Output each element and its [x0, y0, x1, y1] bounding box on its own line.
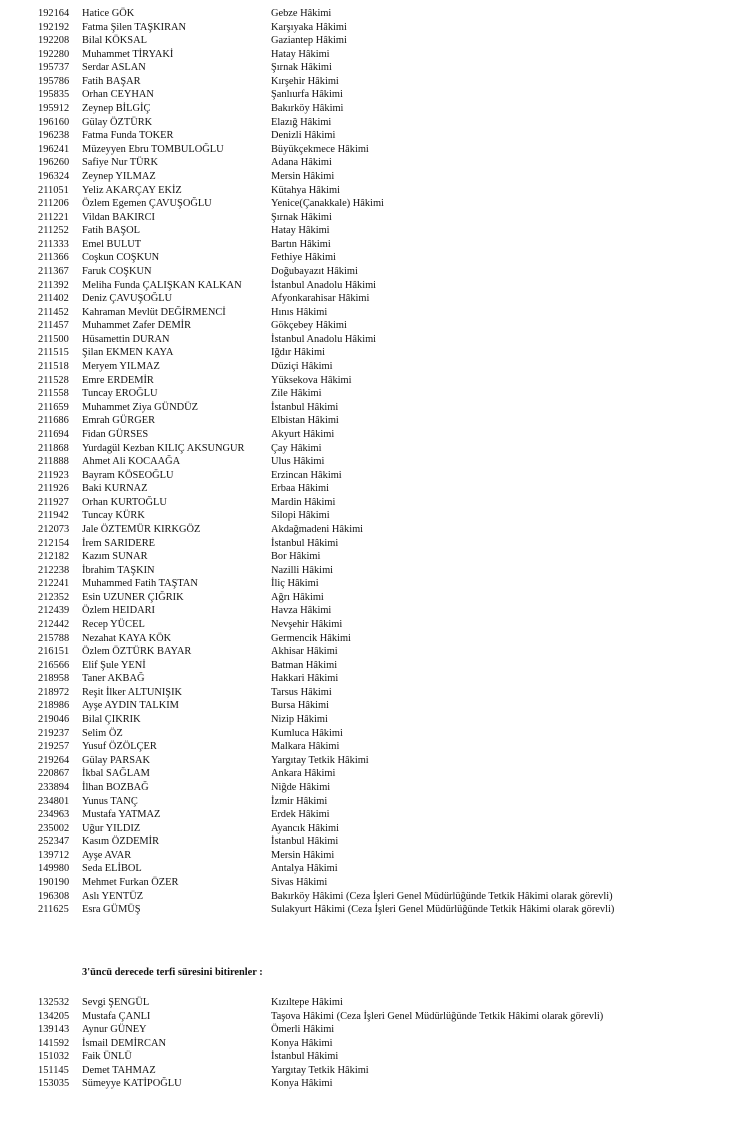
registry-number: 196241 [38, 143, 70, 155]
registry-number: 211927 [38, 496, 69, 508]
list-row [0, 550, 730, 564]
registry-number: 211392 [38, 279, 69, 291]
court-assignment: Büyükçekmece Hâkimi [271, 143, 369, 155]
judge-name: Reşit İlker ALTUNIŞIK [82, 686, 183, 698]
judge-name: Mehmet Furkan ÖZER [82, 877, 179, 888]
judge-name: Özlem ÖZTÜRK BAYAR [82, 646, 192, 658]
judge-name: Muhammet Ziya GÜNDÜZ [82, 401, 199, 413]
registry-number: 212238 [38, 564, 70, 576]
list-row [0, 88, 730, 102]
court-assignment: Fethiye Hâkimi [271, 252, 336, 264]
court-assignment: Yüksekova Hâkimi [271, 374, 352, 386]
registry-number: 218958 [38, 673, 70, 685]
registry-number: 195737 [38, 62, 70, 74]
judge-name: Hatice GÖK [82, 8, 135, 19]
list-row [0, 197, 730, 211]
judge-name: Yusuf ÖZÖLÇER [82, 741, 157, 753]
list-row [0, 34, 730, 48]
judge-name: Şilan EKMEN KAYA [82, 347, 174, 359]
registry-number: 215788 [38, 632, 70, 644]
judge-name: Fatma Şilen TAŞKIRAN [82, 21, 187, 33]
court-assignment: Doğubayazıt Hâkimi [271, 265, 358, 277]
list-row [0, 7, 730, 21]
court-assignment: Kırşehir Hâkimi [271, 75, 339, 87]
judge-name: Fidan GÜRSES [82, 428, 149, 440]
court-assignment: Kütahya Hâkimi [271, 184, 340, 196]
registry-number: 219237 [38, 727, 70, 739]
list-row [0, 672, 730, 686]
list-row [0, 455, 730, 469]
list-row [0, 360, 730, 374]
court-assignment: Afyonkarahisar Hâkimi [271, 293, 370, 305]
court-assignment: Akhisar Hâkimi [271, 646, 338, 658]
court-assignment: Antalya Hâkimi [271, 863, 338, 875]
list-row [0, 469, 730, 483]
judge-name: Kahraman Mevlüt DEĞİRMENCİ [82, 306, 226, 318]
court-assignment: Hatay Hâkimi [271, 48, 330, 60]
court-assignment: Bakırköy Hâkimi (Ceza İşleri Genel Müdürlüğünde Tetkik Hâkimi olarak görevli) [271, 890, 613, 902]
list-row [0, 374, 730, 388]
judge-name: Fatih BAŞAR [82, 75, 141, 87]
registry-number: 211518 [38, 361, 69, 373]
list-row [0, 401, 730, 415]
judge-name: İkbal SAĞLAM [82, 768, 150, 780]
registry-number: 211221 [38, 211, 69, 223]
list-row [0, 822, 730, 836]
list-row [0, 265, 730, 279]
court-assignment: Elbistan Hâkimi [271, 415, 339, 427]
registry-number: 153035 [38, 1078, 70, 1090]
court-assignment: Adana Hâkimi [271, 157, 332, 169]
registry-number: 192192 [38, 21, 70, 33]
court-assignment: Kumluca Hâkimi [271, 727, 343, 739]
list-row [0, 604, 730, 618]
court-assignment: Akyurt Hâkimi [271, 428, 335, 440]
registry-number: 151032 [38, 1051, 70, 1063]
list-row [0, 346, 730, 360]
court-assignment: Hatay Hâkimi [271, 225, 330, 237]
judge-name: Seda ELİBOL [82, 863, 142, 875]
registry-number: 195912 [38, 103, 70, 115]
court-assignment: Kızıltepe Hâkimi [271, 997, 343, 1008]
court-assignment: Sivas Hâkimi [271, 877, 328, 888]
court-assignment: Ağrı Hâkimi [271, 591, 324, 603]
judge-name: Faik ÜNLÜ [82, 1051, 132, 1063]
court-assignment: Elazığ Hâkimi [271, 116, 332, 128]
judge-name: Mustafa ÇANLI [82, 1010, 151, 1022]
judge-name: Uğur YILDIZ [82, 822, 141, 834]
judge-name: Muhammet Zafer DEMİR [82, 320, 192, 332]
judge-name: Demet TAHMAZ [82, 1064, 156, 1076]
court-assignment: Hınıs Hâkimi [271, 306, 328, 318]
court-assignment: Gebze Hâkimi [271, 8, 332, 19]
registry-number: 196160 [38, 116, 70, 128]
list-row [0, 224, 730, 238]
list-row [0, 618, 730, 632]
registry-number: 211923 [38, 469, 69, 481]
registry-number: 211515 [38, 347, 69, 359]
registry-number: 211333 [38, 238, 69, 250]
list-row [0, 238, 730, 252]
registry-number: 211367 [38, 265, 69, 277]
registry-number: 211206 [38, 198, 69, 210]
list-row [0, 61, 730, 75]
list-row [0, 876, 730, 890]
judge-name: Muhammed Fatih TAŞTAN [82, 578, 198, 590]
court-assignment: Yargıtay Tetkik Hâkimi [271, 1064, 369, 1076]
court-assignment: Erbaa Hâkimi [271, 483, 329, 495]
list-row [0, 319, 730, 333]
registry-number: 212182 [38, 551, 70, 563]
judge-name: Yunus TANÇ [82, 795, 138, 807]
court-assignment: Tarsus Hâkimi [271, 686, 332, 698]
list-row [0, 1077, 730, 1091]
court-assignment: Nizip Hâkimi [271, 714, 328, 726]
judge-name: Gülay ÖZTÜRK [82, 116, 153, 128]
court-assignment: Yenice(Çanakkale) Hâkimi [271, 198, 384, 210]
list-row [0, 781, 730, 795]
judge-name: Tuncay EROĞLU [82, 388, 158, 400]
judge-name: Kazım SUNAR [82, 551, 148, 563]
registry-number: 211366 [38, 252, 69, 264]
judge-list-third-degree [0, 996, 730, 1091]
list-row [0, 482, 730, 496]
list-row [0, 713, 730, 727]
list-row [0, 699, 730, 713]
registry-number: 211457 [38, 320, 69, 332]
judge-name: Aslı YENTÜZ [82, 890, 144, 902]
registry-number: 216151 [38, 646, 70, 658]
list-row [0, 184, 730, 198]
judge-name: Serdar ASLAN [82, 62, 146, 74]
list-row [0, 387, 730, 401]
judge-name: Gülay PARSAK [82, 754, 151, 766]
list-row [0, 156, 730, 170]
registry-number: 233894 [38, 781, 70, 793]
judge-name: Esin UZUNER ÇIĞRIK [82, 591, 184, 603]
list-row [0, 102, 730, 116]
court-assignment: Gökçebey Hâkimi [271, 320, 347, 332]
court-assignment: Nevşehir Hâkimi [271, 619, 343, 631]
list-row [0, 537, 730, 551]
registry-number: 141592 [38, 1037, 70, 1049]
list-row [0, 754, 730, 768]
judge-name: Mustafa YATMAZ [82, 809, 161, 821]
court-assignment: Mersin Hâkimi [271, 849, 335, 861]
court-assignment: Konya Hâkimi [271, 1037, 333, 1049]
registry-number: 211625 [38, 904, 69, 916]
list-row [0, 740, 730, 754]
court-assignment: İstanbul Anadolu Hâkimi [271, 333, 377, 345]
registry-number: 211452 [38, 306, 69, 318]
judge-name: Hüsamettin DURAN [82, 333, 170, 345]
registry-number: 212073 [38, 523, 70, 535]
court-assignment: Havza Hâkimi [271, 605, 332, 617]
court-assignment: Ayancık Hâkimi [271, 822, 340, 834]
list-row [0, 564, 730, 578]
list-row [0, 1050, 730, 1064]
list-row [0, 414, 730, 428]
list-row [0, 292, 730, 306]
judge-name: Coşkun COŞKUN [82, 252, 160, 264]
list-row [0, 835, 730, 849]
list-row [0, 591, 730, 605]
registry-number: 252347 [38, 836, 70, 848]
list-row [0, 808, 730, 822]
registry-number: 219257 [38, 741, 70, 753]
judge-name: Özlem Egemen ÇAVUŞOĞLU [82, 198, 212, 210]
court-assignment: Ömerli Hâkimi [271, 1024, 335, 1036]
judge-name: Zeynep YILMAZ [82, 170, 156, 182]
court-assignment: Bursa Hâkimi [271, 700, 330, 712]
registry-number: 211926 [38, 483, 69, 495]
court-assignment: Mersin Hâkimi [271, 170, 335, 182]
registry-number: 211252 [38, 225, 69, 237]
court-assignment: Nazilli Hâkimi [271, 564, 334, 576]
court-assignment: Erzincan Hâkimi [271, 469, 342, 481]
judge-name: Tuncay KÜRK [82, 510, 145, 522]
list-row [0, 428, 730, 442]
list-row [0, 509, 730, 523]
section-heading: 3'üncü derecede terfi süresini bitirenler : [82, 967, 263, 978]
list-row [0, 442, 730, 456]
judge-name: Emre ERDEMİR [82, 374, 154, 386]
judge-name: Meryem YILMAZ [82, 361, 160, 373]
judge-name: Fatma Funda TOKER [82, 130, 174, 142]
list-row [0, 1010, 730, 1024]
judge-name: Selim ÖZ [82, 727, 123, 739]
list-row [0, 1064, 730, 1078]
judge-name: Bayram KÖSEOĞLU [82, 469, 174, 481]
judge-name: Deniz ÇAVUŞOĞLU [82, 293, 173, 305]
registry-number: 235002 [38, 822, 70, 834]
registry-number: 211659 [38, 401, 69, 413]
registry-number: 139712 [38, 849, 70, 861]
court-assignment: İstanbul Hâkimi [271, 836, 339, 848]
registry-number: 211868 [38, 442, 69, 454]
list-row [0, 48, 730, 62]
registry-number: 219264 [38, 754, 70, 766]
list-row [0, 211, 730, 225]
list-row [0, 890, 730, 904]
registry-number: 218986 [38, 700, 70, 712]
registry-number: 149980 [38, 863, 70, 875]
registry-number: 195835 [38, 89, 70, 101]
list-row [0, 170, 730, 184]
list-row [0, 496, 730, 510]
registry-number: 220867 [38, 768, 70, 780]
court-assignment: Hakkari Hâkimi [271, 673, 339, 685]
list-row [0, 903, 730, 917]
judge-list-main [0, 7, 730, 917]
court-assignment: Gaziantep Hâkimi [271, 35, 347, 47]
registry-number: 134205 [38, 1010, 70, 1022]
registry-number: 196308 [38, 890, 70, 902]
judge-name: Ayşe AYDIN TALKIM [82, 700, 179, 712]
court-assignment: Silopi Hâkimi [271, 510, 330, 522]
registry-number: 196238 [38, 130, 70, 142]
court-assignment: Çay Hâkimi [271, 442, 322, 454]
registry-number: 219046 [38, 714, 70, 726]
judge-name: Zeynep BİLGİÇ [82, 103, 151, 115]
judge-name: Müzeyyen Ebru TOMBULOĞLU [82, 143, 224, 155]
judge-name: Faruk COŞKUN [82, 265, 152, 277]
registry-number: 211051 [38, 184, 69, 196]
registry-number: 234801 [38, 795, 70, 807]
judge-name: Kasım ÖZDEMİR [82, 836, 160, 848]
list-row [0, 129, 730, 143]
list-row [0, 21, 730, 35]
court-assignment: Iğdır Hâkimi [271, 347, 325, 359]
registry-number: 196260 [38, 157, 70, 169]
court-assignment: İstanbul Hâkimi [271, 401, 339, 413]
list-row [0, 279, 730, 293]
judge-name: Safiye Nur TÜRK [82, 157, 158, 169]
judge-name: Esra GÜMÜŞ [82, 904, 141, 916]
judge-name: Özlem HEIDARI [82, 605, 156, 617]
registry-number: 211888 [38, 456, 69, 468]
court-assignment: Sulakyurt Hâkimi (Ceza İşleri Genel Müdürlüğünde Tetkik Hâkimi olarak görevli) [271, 904, 615, 916]
judge-name: Nezahat KAYA KÖK [82, 632, 172, 644]
list-row [0, 1023, 730, 1037]
list-row [0, 251, 730, 265]
judge-name: Orhan KURTOĞLU [82, 496, 167, 508]
court-assignment: Düziçi Hâkimi [271, 361, 333, 373]
registry-number: 192280 [38, 48, 70, 60]
judge-name: Jale ÖZTEMÜR KIRKGÖZ [82, 523, 201, 535]
list-row [0, 659, 730, 673]
registry-number: 192164 [38, 8, 70, 19]
court-assignment: Taşova Hâkimi (Ceza İşleri Genel Müdürlüğünde Tetkik Hâkimi olarak görevli) [271, 1010, 604, 1022]
registry-number: 190190 [38, 877, 70, 888]
registry-number: 211694 [38, 428, 69, 440]
court-assignment: Malkara Hâkimi [271, 741, 340, 753]
judge-name: İbrahim TAŞKIN [82, 564, 155, 576]
list-row [0, 306, 730, 320]
registry-number: 212241 [38, 578, 70, 590]
registry-number: 234963 [38, 809, 70, 821]
judge-name: Ayşe AVAR [82, 849, 132, 861]
court-assignment: Zile Hâkimi [271, 388, 322, 400]
judge-name: Baki KURNAZ [82, 483, 148, 495]
judge-name: Bilal KÖKSAL [82, 35, 147, 47]
registry-number: 216566 [38, 659, 70, 671]
court-assignment: Akdağmadeni Hâkimi [271, 523, 364, 535]
list-row [0, 767, 730, 781]
judge-name: Taner AKBAĞ [82, 673, 145, 685]
judge-name: Meliha Funda ÇALIŞKAN KALKAN [82, 279, 242, 291]
registry-number: 212352 [38, 591, 70, 603]
court-assignment: Karşıyaka Hâkimi [271, 21, 347, 33]
court-assignment: İstanbul Hâkimi [271, 537, 339, 549]
judge-name: Bilal ÇIKRIK [82, 714, 141, 726]
list-row [0, 1037, 730, 1051]
judge-name: Vildan BAKIRCI [82, 211, 155, 223]
registry-number: 139143 [38, 1024, 70, 1036]
judge-name: Fatih BAŞOL [82, 225, 141, 237]
registry-number: 151145 [38, 1064, 69, 1076]
list-row [0, 996, 730, 1010]
judge-name: Yeliz AKARÇAY EKİZ [82, 184, 182, 196]
court-assignment: Niğde Hâkimi [271, 781, 331, 793]
list-row [0, 727, 730, 741]
registry-number: 212439 [38, 605, 70, 617]
registry-number: 211686 [38, 415, 69, 427]
list-row [0, 333, 730, 347]
registry-number: 211402 [38, 293, 69, 305]
judge-name: İrem SARIDERE [82, 537, 156, 549]
court-assignment: İliç Hâkimi [271, 578, 319, 590]
registry-number: 211500 [38, 333, 69, 345]
court-assignment: Bartın Hâkimi [271, 238, 331, 250]
list-row [0, 795, 730, 809]
registry-number: 212154 [38, 537, 70, 549]
judge-name: İlhan BOZBAĞ [82, 781, 149, 793]
list-row [0, 686, 730, 700]
registry-number: 211558 [38, 388, 69, 400]
judge-name: Sümeyye KATİPOĞLU [82, 1078, 182, 1090]
court-assignment: Yargıtay Tetkik Hâkimi [271, 754, 369, 766]
court-assignment: Mardin Hâkimi [271, 496, 336, 508]
court-assignment: İzmir Hâkimi [271, 795, 328, 807]
court-assignment: Germencik Hâkimi [271, 632, 351, 644]
court-assignment: Batman Hâkimi [271, 659, 338, 671]
court-assignment: Şırnak Hâkimi [271, 62, 332, 74]
judge-name: Sevgi ŞENGÜL [82, 997, 150, 1008]
list-row [0, 577, 730, 591]
court-assignment: İstanbul Anadolu Hâkimi [271, 279, 377, 291]
judge-name: Aynur GÜNEY [82, 1024, 147, 1036]
judge-name: Yurdagül Kezban KILIÇ AKSUNGUR [82, 442, 245, 454]
court-assignment: Bakırköy Hâkimi [271, 103, 344, 115]
judge-name: İsmail DEMİRCAN [82, 1037, 166, 1049]
registry-number: 211942 [38, 510, 69, 522]
list-row [0, 143, 730, 157]
judge-name: Ahmet Ali KOCAAĞA [82, 456, 181, 468]
registry-number: 195786 [38, 75, 70, 87]
registry-number: 132532 [38, 997, 70, 1008]
judge-name: Emel BULUT [82, 238, 142, 250]
court-assignment: Ankara Hâkimi [271, 768, 336, 780]
list-row [0, 632, 730, 646]
court-assignment: Konya Hâkimi [271, 1078, 333, 1090]
list-row [0, 523, 730, 537]
court-assignment: Ulus Hâkimi [271, 456, 325, 468]
registry-number: 212442 [38, 619, 70, 631]
judge-name: Emrah GÜRGER [82, 415, 156, 427]
list-row [0, 116, 730, 130]
court-assignment: İstanbul Hâkimi [271, 1051, 339, 1063]
court-assignment: Bor Hâkimi [271, 551, 321, 563]
court-assignment: Erdek Hâkimi [271, 809, 330, 821]
registry-number: 196324 [38, 170, 70, 182]
registry-number: 218972 [38, 686, 70, 698]
list-row [0, 849, 730, 863]
registry-number: 211528 [38, 374, 69, 386]
list-row [0, 645, 730, 659]
court-assignment: Denizli Hâkimi [271, 130, 336, 142]
court-assignment: Şırnak Hâkimi [271, 211, 332, 223]
list-row [0, 75, 730, 89]
judge-name: Recep YÜCEL [82, 619, 145, 631]
judge-name: Elif Şule YENİ [82, 659, 146, 671]
registry-number: 192208 [38, 35, 70, 47]
court-assignment: Şanlıurfa Hâkimi [271, 89, 343, 101]
judge-name: Orhan CEYHAN [82, 89, 154, 101]
judge-name: Muhammet TİRYAKİ [82, 48, 174, 60]
list-row [0, 862, 730, 876]
